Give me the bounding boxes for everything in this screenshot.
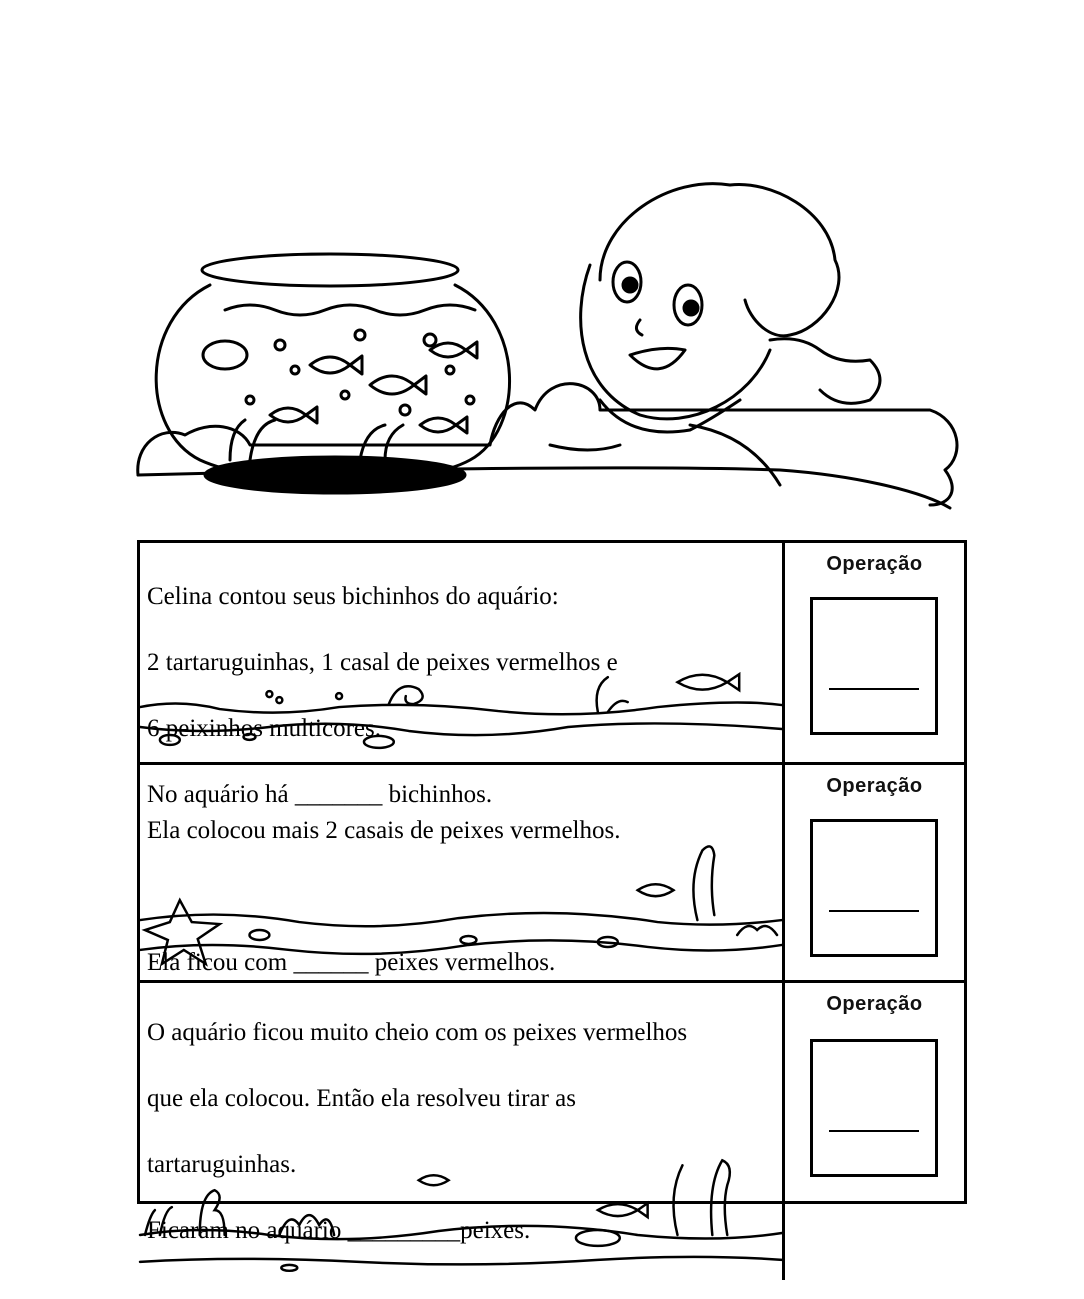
- operation-3-cell: [785, 983, 964, 1280]
- fishbowl-base: [205, 457, 465, 493]
- girl-fishbowl-illustration: [130, 170, 970, 520]
- problem-2-line-3: Ela ficou com ______ peixes vermelhos.: [147, 949, 556, 976]
- operation-2-answer-line: [829, 910, 919, 912]
- problem-3-cell: [140, 983, 785, 1280]
- fishbowl-body: [156, 285, 509, 481]
- problem-1-cell: [140, 543, 785, 808]
- operation-3-answer-box[interactable]: [810, 1039, 938, 1177]
- operation-2-answer-box[interactable]: [810, 819, 938, 957]
- problem-1-line-2: 2 tartaruguinhas, 1 casal de peixes vermelhos e: [147, 649, 618, 676]
- girl-head: [581, 265, 770, 419]
- problem-3-line-4: Ficaram no aquário _________peixes.: [147, 1217, 531, 1244]
- operation-2-cell: [785, 765, 964, 983]
- operation-1-answer-line: [829, 688, 919, 690]
- problem-2-cell: [140, 765, 785, 983]
- operation-1-cell: [785, 543, 964, 765]
- problem-2-text: [140, 765, 782, 1012]
- problem-3-line-2: que ela colocou. Então ela resolveu tirar as: [147, 1085, 576, 1112]
- operation-3-answer-line: [829, 1130, 919, 1132]
- problem-2-line-1: Ela colocou mais 2 casais de peixes vermelhos.: [147, 817, 621, 844]
- operation-1-answer-box[interactable]: [810, 597, 938, 735]
- fishbowl-rim: [202, 254, 458, 286]
- problem-3-line-1: O aquário ficou muito cheio com os peixes vermelhos: [147, 1019, 688, 1046]
- problem-3-line-3: tartaruguinhas.: [147, 1151, 297, 1178]
- worksheet-table: [137, 540, 967, 1244]
- girl-hair: [600, 184, 839, 336]
- problem-3-text: [140, 983, 782, 1280]
- problem-1-line-3: 6 peixinhos multicores.: [147, 715, 381, 742]
- operation-3-label: Operação: [826, 993, 923, 1015]
- problem-1-line-4: No aquário há _______ bichinhos.: [147, 781, 493, 808]
- problem-2-line-2: [147, 880, 782, 913]
- operation-1-label: Operação: [826, 553, 923, 575]
- problem-1-line-1: Celina contou seus bichinhos do aquário:: [147, 583, 559, 610]
- operation-2-label: Operação: [826, 775, 923, 797]
